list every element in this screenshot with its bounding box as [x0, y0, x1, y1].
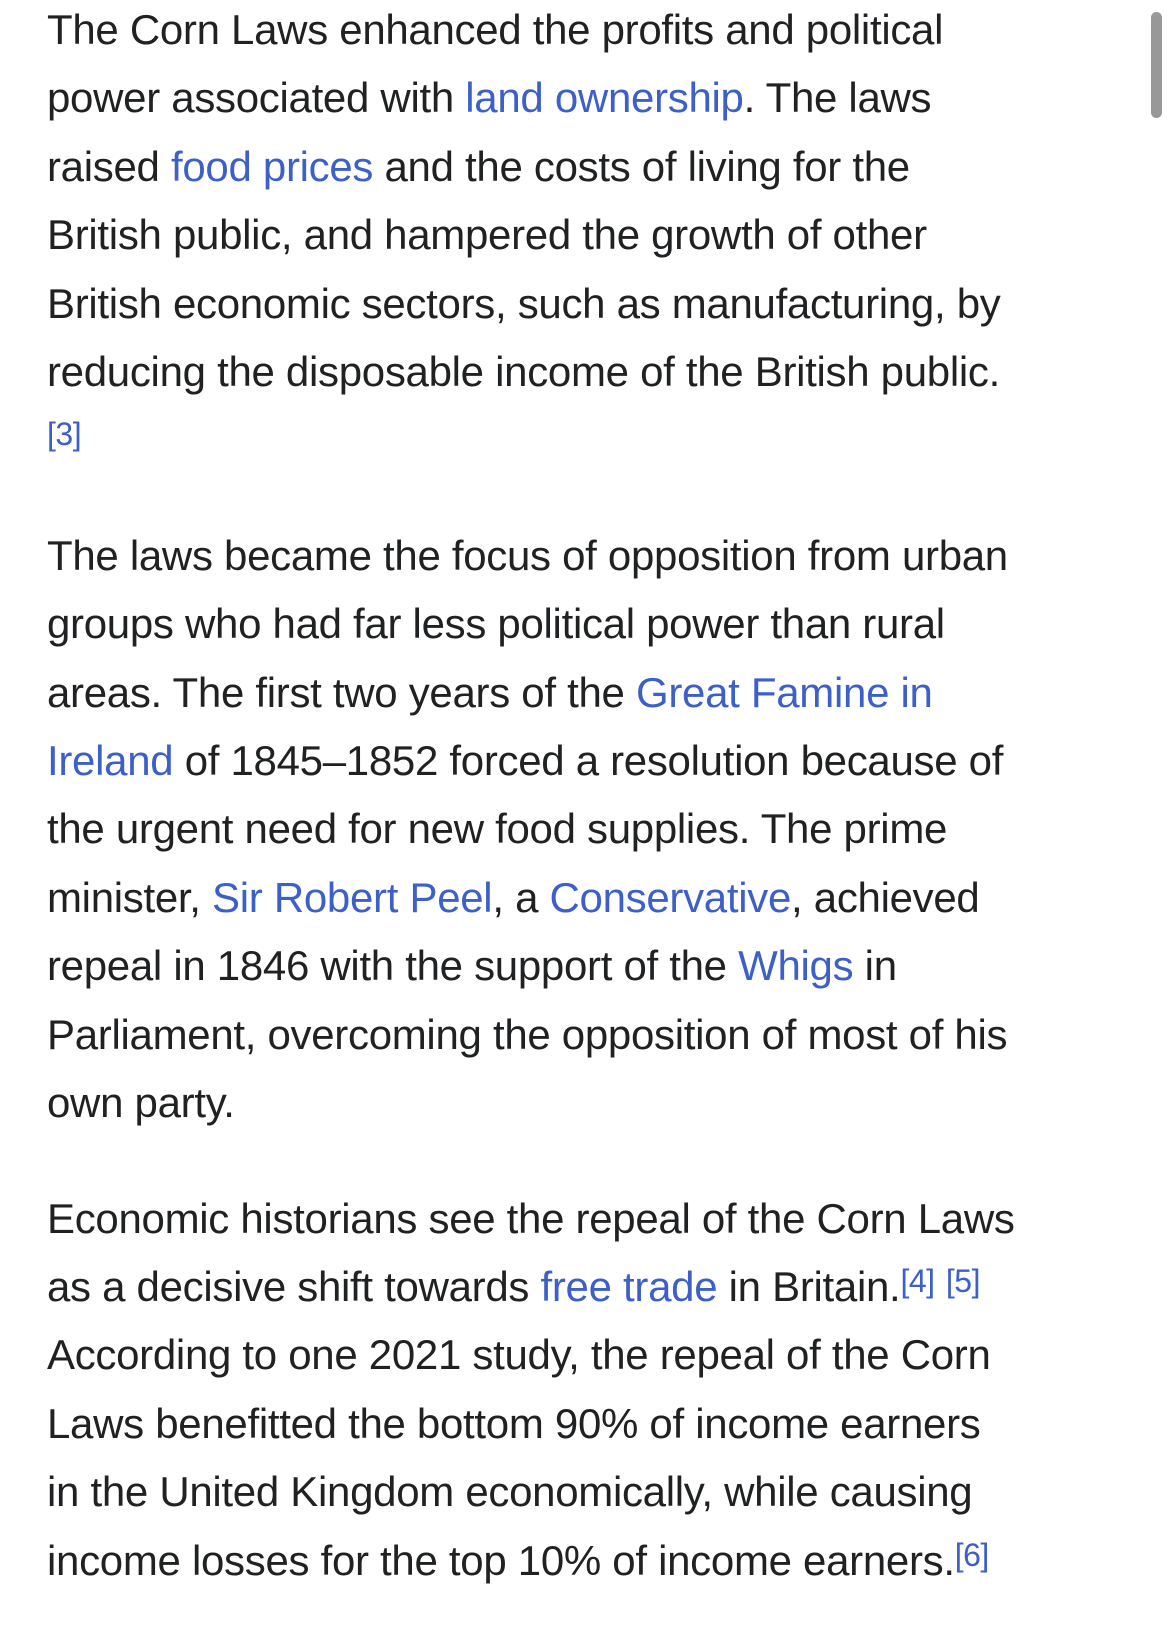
- link-land-ownership[interactable]: land ownership: [465, 74, 744, 122]
- citation-6[interactable]: [6]: [954, 1536, 989, 1573]
- text-line: [47, 270, 1130, 338]
- text-segment: minister,: [47, 873, 213, 921]
- text-segment: repeal in 1846 with the support of the: [47, 942, 739, 990]
- text-segment: , a: [492, 873, 550, 921]
- text-segment: Laws benefitted the bottom 90% of income earners: [47, 1399, 981, 1447]
- text-line: [47, 1069, 1130, 1137]
- text-line: [47, 1253, 1130, 1321]
- text-segment: areas. The first two years of the: [47, 668, 636, 716]
- text-segment: power associated with: [47, 74, 466, 122]
- text-segment: own party.: [47, 1079, 235, 1127]
- link-conservative[interactable]: Conservative: [549, 873, 792, 921]
- text-line: [47, 932, 1130, 1000]
- text-segment: . The laws: [743, 74, 932, 122]
- text-segment: in: [853, 942, 897, 990]
- link-food-prices[interactable]: food prices: [170, 142, 374, 190]
- text-segment: [935, 1263, 946, 1310]
- text-segment: as a decisive shift towards: [47, 1262, 541, 1310]
- text-segment: Parliament, overcoming the opposition of most of his: [47, 1010, 1008, 1058]
- paragraph-3: [47, 1185, 1130, 1595]
- text-line: [47, 1185, 1130, 1253]
- text-line: [47, 727, 1130, 795]
- text-line: [47, 0, 1130, 64]
- citation-4[interactable]: [4]: [900, 1262, 935, 1299]
- text-line: [47, 1458, 1130, 1526]
- link-free-trade[interactable]: free trade: [540, 1262, 718, 1310]
- text-line: [47, 1527, 1130, 1595]
- text-segment: in the United Kingdom economically, while causing: [47, 1468, 973, 1516]
- text-line: [47, 1390, 1130, 1458]
- text-segment: in Britain.: [717, 1262, 901, 1310]
- text-line: [47, 201, 1130, 269]
- text-line: [47, 1001, 1130, 1069]
- link-whigs[interactable]: Whigs: [738, 942, 854, 990]
- text-segment: raised: [47, 142, 171, 190]
- text-segment: and the costs of living for the: [373, 142, 910, 190]
- text-segment: income losses for the top 10% of income earners.: [47, 1536, 955, 1584]
- text-segment: British economic sectors, such as manufacturing, by: [47, 279, 1001, 327]
- paragraph-2: [47, 522, 1130, 1138]
- link-ireland[interactable]: Ireland: [47, 737, 174, 785]
- text-segment: the urgent need for new food supplies. The prime: [47, 805, 948, 853]
- scrollbar-thumb[interactable]: [1151, 12, 1162, 118]
- text-segment: , achieved: [791, 873, 980, 921]
- text-line: [47, 1321, 1130, 1389]
- link-sir-robert-peel[interactable]: Sir Robert Peel: [212, 873, 493, 921]
- text-segment: Economic historians see the repeal of the Corn Laws: [47, 1194, 1015, 1242]
- text-line: [47, 522, 1130, 590]
- text-segment: The laws became the focus of opposition from urban: [47, 531, 1008, 579]
- text-line: [47, 659, 1130, 727]
- citation-5[interactable]: [5]: [945, 1262, 980, 1299]
- text-segment: groups who had far less political power than rural: [47, 600, 945, 648]
- text-segment: According to one 2021 study, the repeal of the Corn: [47, 1331, 991, 1379]
- text-segment: of 1845–1852 forced a resolution because of: [173, 737, 1004, 785]
- citation-3[interactable]: [3]: [47, 416, 82, 453]
- paragraph-1: [47, 0, 1130, 475]
- text-segment: British public, and hampered the growth of other: [47, 211, 927, 259]
- text-segment: reducing the disposable income of the British public.: [47, 348, 1000, 396]
- text-line: [47, 795, 1130, 863]
- text-line: [47, 133, 1130, 201]
- link-great-famine-in[interactable]: Great Famine in: [635, 668, 933, 716]
- text-line: [47, 864, 1130, 932]
- text-line: [47, 338, 1130, 406]
- text-segment: The Corn Laws enhanced the profits and political: [47, 6, 944, 53]
- text-line: [47, 406, 1130, 474]
- text-line: [47, 590, 1130, 658]
- text-line: [47, 64, 1130, 132]
